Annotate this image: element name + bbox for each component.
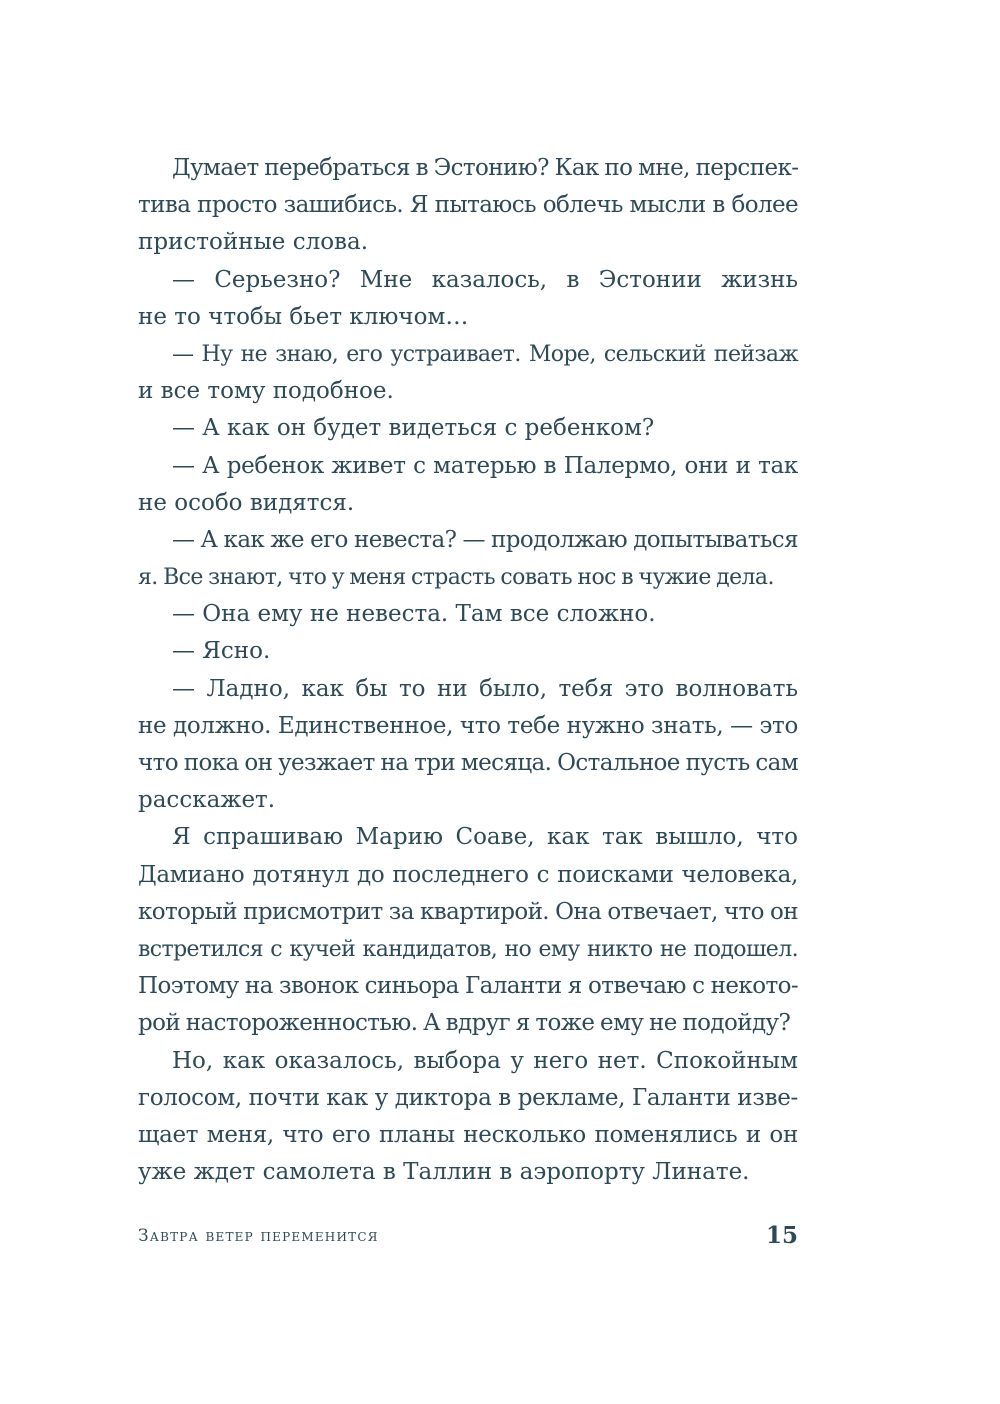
text-line: — Ясно. (172, 638, 271, 665)
text-line: щает меня, что его планы несколько поменялись и он (138, 1121, 798, 1148)
text-line: Дамиано дотянул до последнего с поисками человека, (138, 861, 798, 888)
text-line: — Серьезно? Мне казалось, в Эстонии жизнь (172, 266, 798, 293)
text-line: который присмотрит за квартирой. Она отвечает, что он (138, 898, 798, 925)
text-line: рой настороженностью. А вдруг я тоже ему не подойду? (138, 1010, 791, 1037)
text-line: — А как же его невеста? — продолжаю допытываться (172, 526, 798, 553)
text-line: пристойные слова. (138, 229, 369, 256)
text-line: не должно. Единственное, что тебе нужно знать, — это (138, 712, 798, 739)
text-line: я. Все знают, что у меня страсть совать нос в чужие дела. (138, 565, 774, 591)
text-line: Но, как оказалось, выбора у него нет. Спокойным (172, 1047, 798, 1074)
text-line: — А как он будет видеться с ребенком? (172, 415, 655, 442)
text-line: — А ребенок живет с матерью в Палермо, они и так (172, 452, 798, 479)
body-text (138, 150, 798, 1191)
text-line: — Она ему не невеста. Там все сложно. (172, 601, 656, 628)
text-line: уже ждет самолета в Таллин в аэропорту Линате. (138, 1159, 750, 1186)
text-line: Поэтому на звонок синьора Галанти я отвечаю с некото- (138, 973, 798, 1000)
text-line: не особо видятся. (138, 489, 355, 516)
page-footer (138, 1222, 798, 1252)
text-line: Думает перебраться в Эстонию? Как по мне, перспек- (172, 155, 799, 181)
text-line: Я спрашиваю Марию Соаве, как так вышло, что (172, 824, 798, 851)
text-line: тива просто зашибись. Я пытаюсь облечь мысли в более (138, 192, 798, 219)
text-line: — Ладно, как бы то ни было, тебя это волновать (172, 675, 798, 702)
text-line: не то чтобы бьет ключом… (138, 303, 469, 330)
page-number: 15 (765, 1222, 798, 1249)
text-line: и все тому подобное. (138, 378, 394, 405)
text-line: что пока он уезжает на три месяца. Остальное пусть сам (138, 750, 798, 776)
text-line: встретился с кучей кандидатов, но ему никто не подошел. (138, 936, 798, 962)
running-title: Завтра ветер переменится (138, 1226, 379, 1246)
text-line: расскажет. (138, 787, 276, 814)
text-line: голосом, почти как у диктора в рекламе, Галанти изве- (138, 1084, 798, 1111)
text-line: — Ну не знаю, его устраивает. Море, сельский пейзаж (172, 341, 798, 367)
